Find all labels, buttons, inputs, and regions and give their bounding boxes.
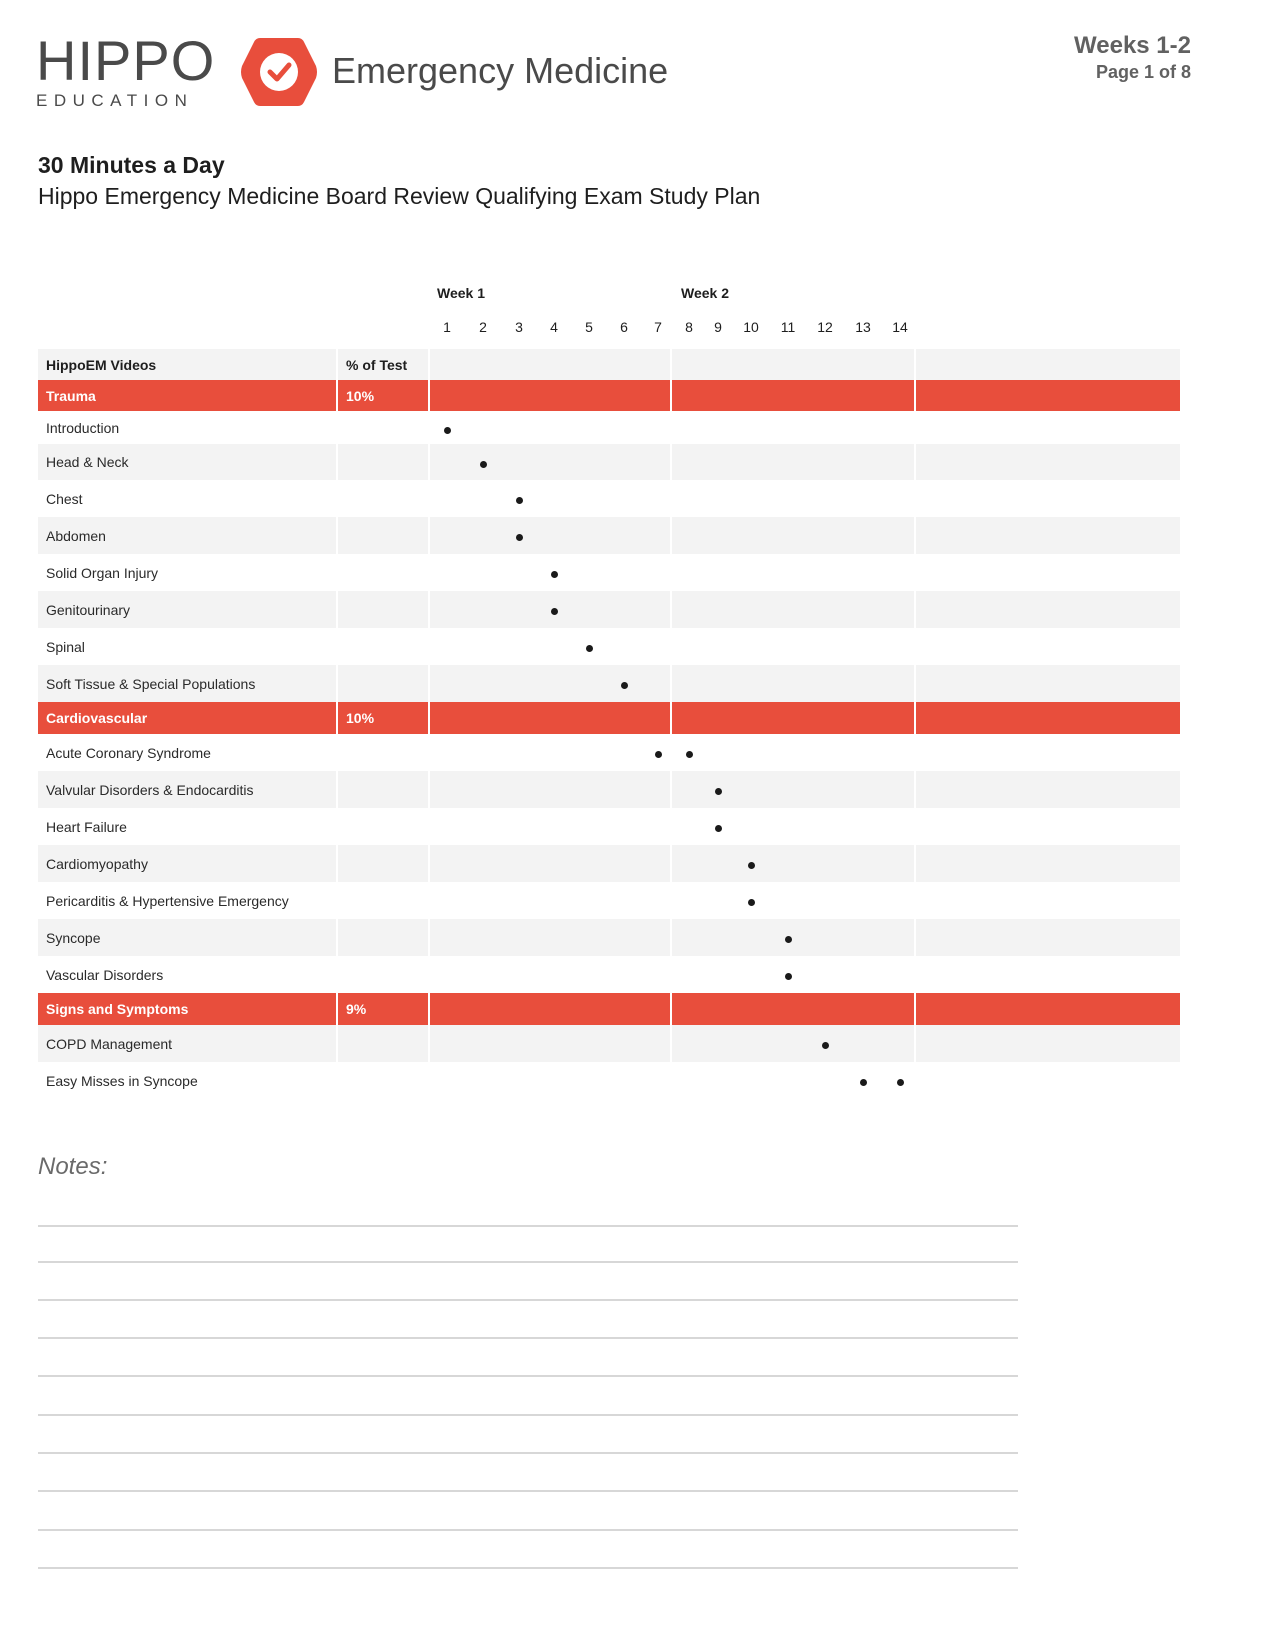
- section-row: [38, 702, 1180, 734]
- section-percent: 10%: [346, 387, 375, 404]
- scheduled-day-dot: [715, 788, 722, 795]
- notes-line: [38, 1529, 1018, 1531]
- table-row: [38, 444, 1180, 480]
- logo-subtitle: EDUCATION: [36, 91, 194, 110]
- day-number: 3: [515, 319, 523, 335]
- scheduled-day-dot: [748, 862, 755, 869]
- section-label: Trauma: [46, 387, 96, 404]
- table-row: [38, 554, 1180, 591]
- scheduled-day-dot: [785, 936, 792, 943]
- scheduled-day-dot: [822, 1042, 829, 1049]
- weeks-label: Weeks 1-2: [1074, 32, 1191, 59]
- logo-product-name: Emergency Medicine: [332, 50, 669, 91]
- table-row: [38, 665, 1180, 702]
- table-row: [38, 412, 1180, 444]
- notes-line: [38, 1452, 1018, 1454]
- video-title: Chest: [46, 490, 83, 507]
- day-number: 6: [620, 319, 628, 335]
- notes-line: [38, 1299, 1018, 1301]
- section-label: Signs and Symptoms: [46, 1001, 189, 1017]
- video-title: Cardiomyopathy: [46, 855, 148, 872]
- day-number: 10: [743, 319, 759, 335]
- video-title: Abdomen: [46, 527, 106, 544]
- table-row: [38, 734, 1180, 771]
- table-row: [38, 517, 1180, 554]
- video-title: Easy Misses in Syncope: [46, 1072, 198, 1089]
- scheduled-day-dot: [715, 825, 722, 832]
- day-number: 7: [654, 319, 662, 335]
- notes-line: [38, 1261, 1018, 1263]
- scheduled-day-dot: [444, 427, 451, 434]
- video-title: Vascular Disorders: [46, 966, 164, 983]
- section-percent: 10%: [346, 710, 375, 726]
- video-title: Heart Failure: [46, 818, 127, 835]
- notes-line: [38, 1337, 1018, 1339]
- day-number: 4: [550, 319, 558, 335]
- scheduled-day-dot: [551, 608, 558, 615]
- scheduled-day-dot: [686, 751, 693, 758]
- videos-column-header: HippoEM Videos: [46, 356, 157, 373]
- day-number: 5: [585, 319, 593, 335]
- page-number: Page 1 of 8: [1095, 62, 1191, 82]
- table-row: [38, 956, 1180, 993]
- notes-line: [38, 1490, 1018, 1492]
- video-title: Soft Tissue & Special Populations: [46, 675, 256, 692]
- day-number: 9: [714, 319, 722, 335]
- section-row: [38, 380, 1180, 411]
- day-number: 8: [685, 319, 693, 335]
- table-row: [38, 771, 1180, 808]
- day-number: 1: [443, 319, 451, 335]
- scheduled-day-dot: [586, 645, 593, 652]
- notes-line: [38, 1414, 1018, 1416]
- scheduled-day-dot: [480, 461, 487, 468]
- section-row: [38, 993, 1180, 1025]
- scheduled-day-dot: [785, 973, 792, 980]
- day-number: 14: [892, 319, 908, 335]
- table-row: [38, 1025, 1180, 1062]
- video-title: COPD Management: [46, 1035, 173, 1052]
- notes-line: [38, 1567, 1018, 1569]
- day-number: 2: [479, 319, 487, 335]
- video-title: Pericarditis & Hypertensive Emergency: [46, 892, 289, 909]
- video-title: Head & Neck: [46, 454, 129, 470]
- table-row: [38, 480, 1180, 517]
- section-percent: 9%: [346, 1001, 367, 1017]
- table-row: [38, 919, 1180, 956]
- week-1-heading: Week 1: [437, 285, 485, 301]
- table-row: [38, 591, 1180, 628]
- video-title: Spinal: [46, 638, 85, 655]
- percent-column-header: % of Test: [346, 356, 408, 373]
- table-row: [38, 845, 1180, 882]
- table-row: [38, 808, 1180, 845]
- scheduled-day-dot: [860, 1079, 867, 1086]
- page-subtitle: Hippo Emergency Medicine Board Review Qualifying Exam Study Plan: [38, 183, 761, 209]
- video-title: Acute Coronary Syndrome: [46, 744, 211, 761]
- page-title: 30 Minutes a Day: [38, 152, 225, 178]
- scheduled-day-dot: [551, 571, 558, 578]
- table-row: [38, 882, 1180, 919]
- week-2-heading: Week 2: [681, 285, 729, 301]
- scheduled-day-dot: [516, 497, 523, 504]
- video-title: Introduction: [46, 420, 120, 436]
- notes-heading: Notes:: [38, 1153, 108, 1180]
- scheduled-day-dot: [516, 534, 523, 541]
- section-label: Cardiovascular: [46, 710, 148, 726]
- video-title: Syncope: [46, 929, 101, 946]
- logo-wordmark: HIPPO: [36, 29, 216, 92]
- day-number: 13: [855, 319, 871, 335]
- notes-line: [38, 1225, 1018, 1227]
- table-row: [38, 628, 1180, 665]
- scheduled-day-dot: [655, 751, 662, 758]
- scheduled-day-dot: [621, 682, 628, 689]
- day-number: 12: [817, 319, 833, 335]
- scheduled-day-dot: [748, 899, 755, 906]
- day-number: 11: [780, 319, 796, 335]
- video-title: Valvular Disorders & Endocarditis: [46, 781, 254, 798]
- video-title: Solid Organ Injury: [46, 564, 159, 581]
- scheduled-day-dot: [897, 1079, 904, 1086]
- table-header-row: [38, 349, 1180, 380]
- checkmark-hexagon-icon: [240, 36, 318, 108]
- notes-line: [38, 1375, 1018, 1377]
- table-row: [38, 1062, 1180, 1099]
- video-title: Genitourinary: [46, 601, 131, 618]
